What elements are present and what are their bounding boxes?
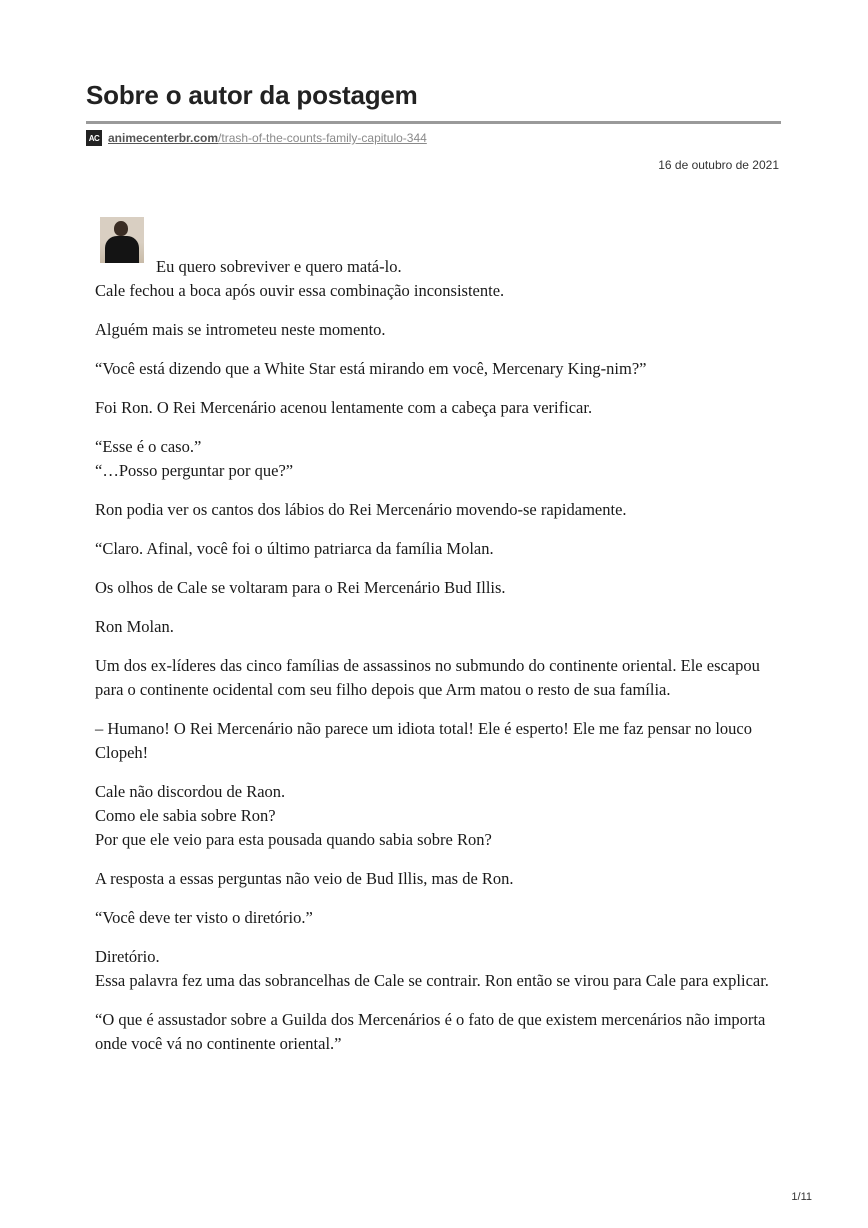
article-paragraph: “Você deve ter visto o diretório.” [95, 908, 313, 927]
title-divider [86, 121, 781, 124]
article-paragraph: A resposta a essas perguntas não veio de Bud Illis, mas de Ron. [95, 869, 514, 888]
article-paragraph: Eu quero sobreviver e quero matá-lo. [156, 257, 402, 276]
article-paragraph: Um dos ex-líderes das cinco famílias de assassinos no submundo do continente oriental. Ele escapou para o continente ocidental com seu filho depois que Arm matou o resto de sua família. [95, 656, 760, 699]
article-paragraph: Diretório. Essa palavra fez uma das sobrancelhas de Cale se contrair. Ron então se virou para Cale para explicar. [95, 947, 769, 990]
article-paragraph: Cale não discordou de Raon. Como ele sabia sobre Ron? Por que ele veio para esta pousada quando sabia sobre Ron? [95, 782, 492, 849]
page-counter: 1/11 [791, 1191, 812, 1203]
article-paragraph: Ron podia ver os cantos dos lábios do Rei Mercenário movendo-se rapidamente. [95, 500, 627, 519]
article-paragraph: Os olhos de Cale se voltaram para o Rei Mercenário Bud Illis. [95, 578, 506, 597]
source-link[interactable] [86, 129, 427, 147]
source-path[interactable]: /trash-of-the-counts-family-capitulo-344 [218, 131, 427, 145]
article-paragraph: Ron Molan. [95, 617, 174, 636]
avatar-head [114, 221, 128, 236]
article-paragraph: “Você está dizendo que a White Star está mirando em você, Mercenary King-nim?” [95, 359, 647, 378]
source-domain[interactable]: animecenterbr.com [108, 131, 219, 145]
page-title: Sobre o autor da postagem [86, 80, 418, 110]
article-paragraph: “Esse é o caso.” “…Posso perguntar por que?” [95, 437, 294, 480]
post-date: 16 de outubro de 2021 [658, 158, 779, 172]
site-logo-icon: AC [86, 130, 102, 146]
article-paragraph: Foi Ron. O Rei Mercenário acenou lentamente com a cabeça para verificar. [95, 398, 593, 417]
article-paragraph: “O que é assustador sobre a Guilda dos Mercenários é o fato de que existem mercenários não importa onde você vá no continente oriental.” [95, 1010, 766, 1053]
article-paragraph: Alguém mais se intrometeu neste momento. [95, 320, 386, 339]
article-paragraph: “Claro. Afinal, você foi o último patriarca da família Molan. [95, 539, 494, 558]
article-paragraph: Cale fechou a boca após ouvir essa combinação inconsistente. [95, 281, 505, 300]
article-body [95, 255, 785, 1071]
article-paragraph: – Humano! O Rei Mercenário não parece um idiota total! Ele é esperto! Ele me faz pensar no louco Clopeh! [95, 719, 752, 762]
